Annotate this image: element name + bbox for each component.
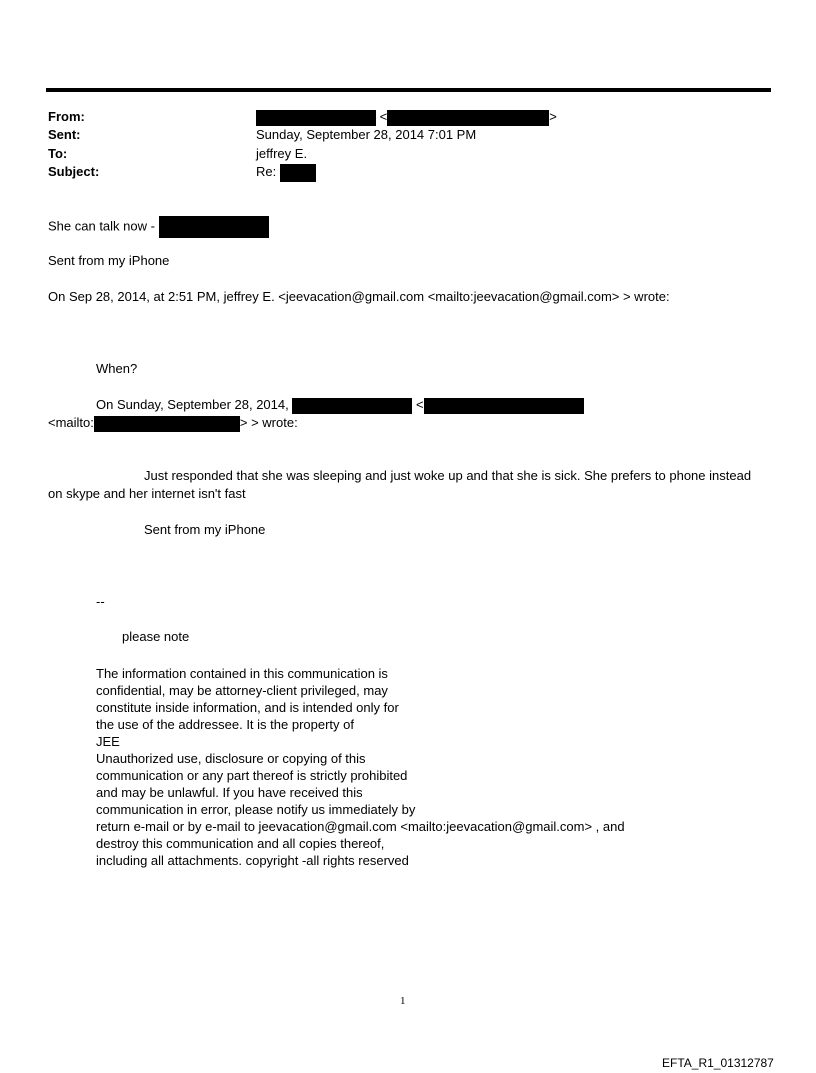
subject-prefix: Re:: [256, 164, 277, 179]
please-note: please note: [122, 629, 190, 644]
notice-line: destroy this communication and all copies thereof,: [96, 836, 385, 851]
on-sunday-text: On Sunday, September 28, 2014,: [96, 397, 289, 412]
from-value: [256, 108, 557, 126]
signature-2: Sent from my iPhone: [144, 522, 266, 537]
subject-label: Subject:: [48, 164, 100, 179]
body-line-1: [48, 216, 269, 238]
notice-line: JEE: [96, 734, 120, 749]
notice-line: Unauthorized use, disclosure or copying of this: [96, 751, 366, 766]
mailto-suffix: > > wrote:: [239, 415, 298, 430]
from-gt: >: [549, 109, 557, 124]
to-label: To:: [48, 146, 68, 161]
response-line-2: on skype and her internet isn't fast: [48, 486, 246, 501]
notice-line: communication or any part thereof is strictly prohibited: [96, 768, 408, 783]
redaction-block: [280, 164, 316, 182]
subject-value: [256, 163, 316, 182]
notice-line: communication in error, please notify us immediately by: [96, 802, 416, 817]
notice-line: The information contained in this communication is: [96, 666, 388, 681]
notice-line: including all attachments. copyright -all rights reserved: [96, 853, 409, 868]
confidentiality-notice: [96, 665, 625, 869]
to-value: jeffrey E.: [256, 146, 308, 161]
mailto-prefix: <mailto:: [48, 415, 94, 430]
sent-value: Sunday, September 28, 2014 7:01 PM: [256, 127, 477, 142]
notice-line: and may be unlawful. If you have received this: [96, 785, 363, 800]
separator-dashes: --: [96, 594, 105, 609]
redaction-block: [424, 398, 584, 414]
quote-intro: On Sep 28, 2014, at 2:51 PM, jeffrey E. <jeevacation@gmail.com <mailto:jeevacation@gmail.com> > wrote:: [48, 289, 670, 304]
notice-line: constitute inside information, and is intended only for: [96, 700, 399, 715]
mailto-line: [48, 414, 298, 432]
header-rule: [46, 88, 771, 92]
page-number: 1: [400, 995, 406, 1007]
document-id: EFTA_R1_01312787: [662, 1056, 774, 1070]
signature-1: Sent from my iPhone: [48, 253, 170, 268]
redaction-block: [159, 216, 269, 238]
notice-line: return e-mail or by e-mail to jeevacation@gmail.com <mailto:jeevacation@gmail.com> , and: [96, 819, 625, 834]
redaction-block: [94, 416, 240, 432]
sent-label: Sent:: [48, 127, 81, 142]
notice-line: confidential, may be attorney-client privileged, may: [96, 683, 388, 698]
on-sunday-line: [96, 396, 584, 414]
when-text: When?: [96, 361, 138, 376]
lt-text: <: [415, 397, 424, 412]
notice-line: the use of the addressee. It is the property of: [96, 717, 354, 732]
response-line-1: Just responded that she was sleeping and just woke up and that she is sick. She prefers to phone instead: [144, 468, 752, 483]
redaction-block: [387, 110, 549, 126]
from-label: From:: [48, 109, 85, 124]
can-talk-text: She can talk now -: [48, 218, 159, 234]
from-lt: <: [379, 109, 388, 124]
redaction-block: [256, 110, 376, 126]
redaction-block: [292, 398, 412, 414]
